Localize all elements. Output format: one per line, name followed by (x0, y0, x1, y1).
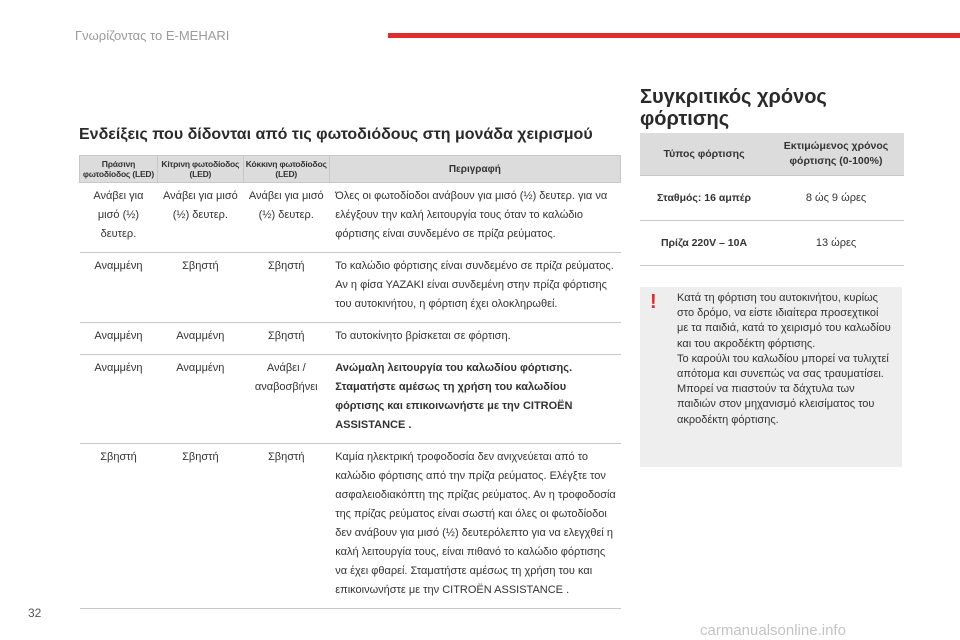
charging-time-title: Συγκριτικός χρόνος φόρτισης (640, 86, 827, 130)
cell-description: Καμία ηλεκτρική τροφοδοσία δεν ανιχνεύεται από το καλώδιο φόρτισης από την πρίζα ρεύματος. Ελέγξτε τον ασφαλειοδιακόπτη της πρίζας ρεύματος. Αν η τροφοδοσία της πρίζας ρεύματος είναι σωστή και όλες οι φωτοδίοδοι δεν ανάβουν για μισό (½) δευτερόλεπτο για να ελεγχθεί η καλή λειτουργία τους, είναι πιθανό το καλώδιο φόρτισης να έχει φθαρεί. Σταματήστε αμέσως τη χρήση του και επικοινωνήστε με την CITROËN ASSISTANCE . (329, 444, 620, 609)
cell-red: Ανάβει για μισό (½) δευτερ. (243, 183, 329, 253)
cell-green: Αναμμένη (80, 253, 158, 323)
column-header: Τύπος φόρτισης (640, 133, 768, 176)
cell-yellow: Σβηστή (157, 444, 243, 609)
page-number: 32 (28, 606, 42, 620)
cell-description: Το καλώδιο φόρτισης είναι συνδεμένο σε πρίζα ρεύματος. Αν η φίσα ΥΑΖΑΚΙ είναι συνδεμένη στην πρίζα φόρτισης του αυτοκινήτου, η φόρτιση έχει ολοκληρωθεί. (329, 253, 620, 323)
exclamation-icon: ! (650, 291, 657, 313)
cell-charge-time: 13 ώρες (768, 221, 904, 266)
table-row (640, 176, 904, 221)
cell-charge-type: Πρίζα 220V – 10A (640, 221, 768, 266)
table-header-row (640, 133, 904, 176)
cell-yellow: Αναμμένη (157, 355, 243, 444)
cell-description: Το αυτοκίνητο βρίσκεται σε φόρτιση. (329, 323, 620, 355)
charging-time-table (640, 133, 904, 266)
cell-green: Ανάβει για μισό (½) δευτερ. (80, 183, 158, 253)
cell-description: Ανώμαλη λειτουργία του καλωδίου φόρτισης. Σταματήστε αμέσως τη χρήση του καλωδίου φόρτισης και επικοινωνήστε με την CITROËN ASSISTANCE . (329, 355, 620, 444)
cell-green: Αναμμένη (80, 355, 158, 444)
table-row (80, 444, 621, 609)
cell-green: Σβηστή (80, 444, 158, 609)
cell-description: Όλες οι φωτοδίοδοι ανάβουν για μισό (½) δευτερ. για να ελέγξουν την καλή λειτουργία τους όταν το καλώδιο φόρτισης είναι συνδεμένο σε πρίζα ρεύματος. (329, 183, 620, 253)
cell-red: Σβηστή (243, 323, 329, 355)
warning-paragraph: Κατά τη φόρτιση του αυτοκινήτου, κυρίως στο δρόμο, να είστε ιδιαίτερα προσεχτικοί με τα παιδιά, κατά το χειρισμό του καλωδίου και του ακροδέκτη φόρτισης. (677, 292, 891, 350)
section-title: Ενδείξεις που δίδονται από τις φωτοδιόδους στη μονάδα χειρισμού (79, 126, 593, 143)
cell-red: Σβηστή (243, 253, 329, 323)
cell-yellow: Σβηστή (157, 253, 243, 323)
cell-charge-time: 8 ώς 9 ώρες (768, 176, 904, 221)
column-header: Πράσινη φωτοδίοδος (LED) (80, 156, 158, 183)
led-indicator-table (79, 155, 621, 609)
column-header: Κόκκινη φωτοδίοδος (LED) (243, 156, 329, 183)
table-row (640, 221, 904, 266)
table-header-row (80, 156, 621, 183)
column-header: Περιγραφή (329, 156, 620, 183)
table-row (80, 253, 621, 323)
cell-green: Αναμμένη (80, 323, 158, 355)
cell-red: Ανάβει / αναβοσβήνει (243, 355, 329, 444)
header-title: Γνωρίζοντας το E-MEHARI (75, 28, 230, 43)
warning-text (677, 291, 892, 428)
cell-yellow: Αναμμένη (157, 323, 243, 355)
cell-charge-type: Σταθμός: 16 αμπέρ (640, 176, 768, 221)
table-row (80, 323, 621, 355)
table-row (80, 355, 621, 444)
column-header: Κίτρινη φωτοδίοδος (LED) (157, 156, 243, 183)
header-accent-bar (388, 33, 960, 38)
cell-red: Σβηστή (243, 444, 329, 609)
table-row (80, 183, 621, 253)
cell-yellow: Ανάβει για μισό (½) δευτερ. (157, 183, 243, 253)
safety-warning-box (640, 287, 902, 467)
watermark: carmanualsonline.info (700, 622, 846, 639)
column-header: Εκτιμώμενος χρόνος φόρτισης (0-100%) (768, 133, 904, 176)
warning-paragraph: Το καρούλι του καλωδίου μπορεί να τυλιχτεί απότομα και συνεπώς να σας τραυματίσει. (677, 352, 889, 381)
warning-paragraph: Μπορεί να πιαστούν τα δάχτυλα των παιδιών στον μηχανισμό κλεισίματος του ακροδέκτη φόρτισης. (677, 383, 875, 426)
